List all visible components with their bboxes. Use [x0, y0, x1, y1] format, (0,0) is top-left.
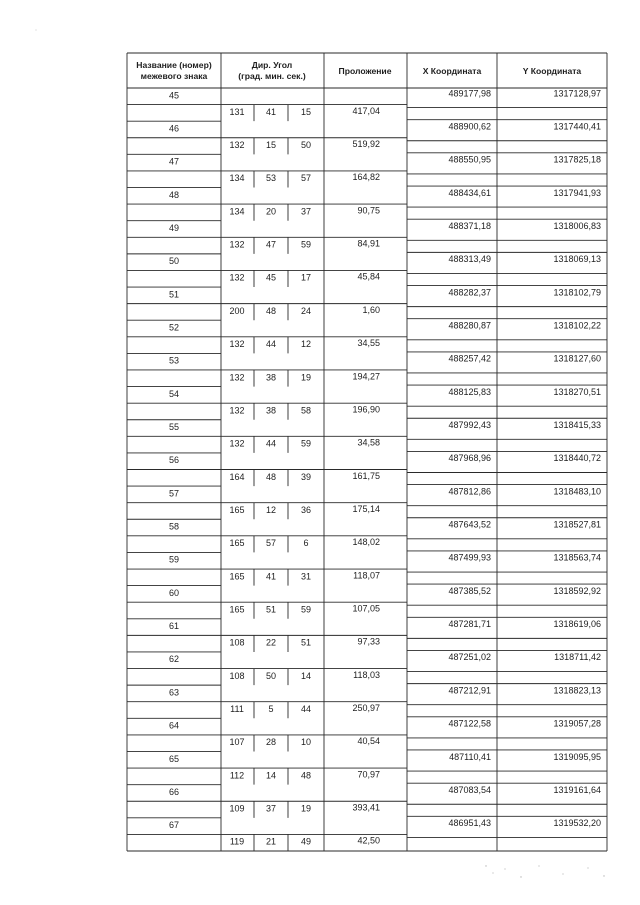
angle-degrees: 108 — [229, 637, 245, 648]
x-coordinate: 487812,86 — [448, 486, 491, 497]
point-name: 61 — [168, 621, 180, 632]
header-x-coordinate: X Координата — [422, 66, 482, 76]
angle-degrees: 165 — [229, 504, 245, 515]
point-name: 64 — [168, 720, 180, 731]
angle-minutes: 37 — [265, 803, 277, 814]
angle-degrees: 108 — [229, 670, 245, 681]
x-coordinate: 488313,49 — [448, 254, 491, 265]
y-coordinate: 1317440,41 — [553, 121, 601, 132]
y-coordinate: 1318006,83 — [553, 220, 601, 231]
angle-minutes: 51 — [265, 604, 277, 615]
point-row — [127, 485, 607, 499]
angle-seconds: 12 — [300, 339, 312, 350]
x-coordinate: 487110,41 — [449, 751, 491, 762]
segment-length: 1,60 — [362, 304, 380, 315]
segment-length: 90,75 — [357, 205, 380, 216]
angle-minutes: 21 — [265, 836, 277, 847]
y-coordinate: 1317128,97 — [553, 88, 601, 99]
angle-degrees: 132 — [229, 405, 245, 416]
point-row — [127, 286, 607, 300]
segment-length: 164,82 — [352, 172, 380, 183]
header-name-line1: Название (номер) — [136, 60, 212, 70]
point-name: 49 — [168, 222, 180, 233]
header-name-line2: межевого знака — [140, 71, 208, 81]
point-name: 54 — [168, 388, 180, 399]
angle-seconds: 10 — [300, 737, 312, 748]
angle-minutes: 48 — [265, 305, 277, 316]
angle-seconds: 37 — [300, 206, 312, 217]
angle-seconds: 15 — [300, 106, 312, 117]
segment-row — [127, 635, 607, 652]
point-name: 46 — [168, 123, 180, 134]
segment-row — [127, 536, 607, 553]
point-name: 60 — [168, 587, 180, 598]
angle-degrees: 200 — [229, 305, 245, 316]
x-coordinate: 487643,52 — [448, 519, 491, 530]
y-coordinate: 1318270,51 — [553, 386, 601, 397]
angle-minutes: 22 — [265, 637, 277, 648]
x-coordinate: 487968,96 — [448, 453, 491, 464]
y-coordinate: 1318592,92 — [553, 585, 601, 596]
segment-length: 250,97 — [352, 703, 380, 714]
y-coordinate: 1318127,60 — [553, 353, 601, 364]
segment-row — [127, 304, 607, 321]
point-row — [127, 783, 607, 797]
segment-row — [127, 337, 607, 354]
y-coordinate: 1318440,72 — [553, 453, 601, 464]
segment-row — [127, 370, 607, 387]
segment-length: 118,03 — [353, 669, 380, 680]
angle-degrees: 132 — [229, 272, 245, 283]
angle-degrees: 107 — [229, 737, 245, 748]
point-name: 57 — [168, 488, 180, 499]
angle-degrees: 109 — [229, 803, 245, 814]
angle-minutes: 48 — [265, 471, 277, 482]
angle-degrees: 134 — [229, 206, 245, 217]
angle-minutes: 45 — [265, 272, 277, 283]
angle-degrees: 165 — [229, 571, 245, 582]
angle-degrees: 132 — [229, 339, 245, 350]
segment-length: 45,84 — [357, 271, 380, 282]
point-name: 67 — [168, 820, 180, 831]
angle-degrees: 132 — [229, 140, 245, 151]
angle-minutes: 28 — [265, 737, 277, 748]
segment-length: 519,92 — [352, 139, 380, 150]
angle-seconds: 19 — [300, 803, 312, 814]
segment-row — [127, 569, 607, 586]
segment-length: 161,75 — [352, 470, 380, 481]
x-coordinate: 488282,37 — [448, 287, 491, 298]
point-name: 59 — [168, 554, 180, 565]
point-row — [127, 518, 607, 532]
angle-minutes: 38 — [265, 372, 277, 383]
x-coordinate: 488280,87 — [448, 320, 491, 331]
segment-length: 107,05 — [352, 603, 380, 614]
angle-degrees: 165 — [229, 604, 245, 615]
angle-minutes: 57 — [265, 538, 277, 549]
angle-minutes: 12 — [265, 504, 277, 515]
y-coordinate: 1318527,81 — [553, 519, 601, 530]
segment-length: 70,97 — [357, 769, 380, 780]
point-row — [127, 617, 607, 631]
x-coordinate: 488125,83 — [448, 386, 491, 397]
angle-minutes: 5 — [268, 704, 274, 715]
point-row — [127, 584, 607, 598]
angle-seconds: 19 — [300, 372, 312, 383]
point-name: 47 — [168, 156, 180, 167]
angle-seconds: 6 — [303, 538, 309, 549]
y-coordinate: 1319532,20 — [553, 818, 601, 829]
point-row — [127, 551, 607, 565]
angle-seconds: 50 — [300, 140, 312, 151]
header-length: Проложение — [338, 66, 392, 76]
segment-row — [127, 138, 607, 155]
angle-minutes: 47 — [265, 239, 277, 250]
segment-length: 393,41 — [352, 802, 380, 813]
angle-minutes: 15 — [265, 140, 277, 151]
y-coordinate: 1318483,10 — [553, 486, 601, 497]
angle-seconds: 14 — [300, 670, 312, 681]
y-coordinate: 1318619,06 — [553, 619, 601, 630]
segment-row — [127, 801, 607, 818]
y-coordinate: 1319057,28 — [553, 718, 601, 729]
header-y-coordinate: Y Координата — [522, 66, 582, 76]
point-name: 65 — [168, 753, 180, 764]
x-coordinate: 487251,02 — [448, 652, 491, 663]
point-row — [127, 153, 607, 167]
angle-minutes: 41 — [265, 571, 277, 582]
segment-row — [127, 503, 607, 520]
segment-length: 194,27 — [352, 371, 380, 382]
segment-length: 196,90 — [352, 404, 380, 415]
x-coordinate: 487212,91 — [448, 685, 491, 696]
angle-seconds: 58 — [300, 405, 312, 416]
point-row — [127, 451, 607, 465]
point-row — [127, 385, 607, 399]
angle-seconds: 44 — [300, 704, 312, 715]
segment-length: 417,04 — [352, 105, 380, 116]
y-coordinate: 1318069,13 — [553, 254, 601, 265]
angle-seconds: 36 — [300, 504, 312, 515]
point-name: 56 — [168, 455, 180, 466]
x-coordinate: 487122,58 — [448, 718, 491, 729]
table-header — [136, 60, 581, 81]
angle-minutes: 38 — [265, 405, 277, 416]
x-coordinate: 488900,62 — [448, 121, 491, 132]
segment-row — [127, 403, 607, 420]
point-row — [127, 120, 607, 134]
x-coordinate: 487992,43 — [448, 420, 491, 431]
table-body — [127, 88, 607, 851]
angle-degrees: 131 — [229, 106, 245, 117]
segment-row — [127, 470, 607, 487]
y-coordinate: 1317825,18 — [553, 154, 601, 165]
x-coordinate: 487281,71 — [448, 619, 491, 630]
segment-length: 34,58 — [357, 437, 380, 448]
segment-length: 175,14 — [352, 503, 380, 514]
y-coordinate: 1319161,64 — [553, 784, 601, 795]
point-row — [127, 319, 607, 333]
header-angle-line1: Дир. Угол — [251, 60, 293, 70]
y-coordinate: 1318102,22 — [553, 320, 601, 331]
x-coordinate: 487083,54 — [448, 784, 491, 795]
angle-degrees: 132 — [229, 239, 245, 250]
point-row — [127, 219, 607, 233]
x-coordinate: 489177,98 — [448, 88, 491, 99]
angle-minutes: 44 — [265, 339, 277, 350]
segment-length: 34,55 — [357, 338, 380, 349]
x-coordinate: 488550,95 — [448, 154, 491, 165]
x-coordinate: 487385,52 — [448, 585, 491, 596]
angle-degrees: 134 — [229, 173, 245, 184]
angle-degrees: 112 — [229, 770, 245, 781]
y-coordinate: 1318102,79 — [553, 287, 601, 298]
angle-seconds: 39 — [300, 471, 312, 482]
point-row — [127, 684, 607, 698]
point-name: 52 — [168, 322, 180, 333]
point-row — [127, 352, 607, 366]
point-row — [127, 816, 607, 830]
y-coordinate: 1318563,74 — [553, 552, 601, 563]
angle-seconds: 51 — [300, 637, 312, 648]
segment-row — [127, 105, 607, 122]
x-coordinate: 488257,42 — [448, 353, 491, 364]
angle-minutes: 14 — [265, 770, 277, 781]
angle-minutes: 20 — [265, 206, 277, 217]
segment-row — [127, 735, 607, 752]
point-name: 58 — [168, 521, 180, 532]
angle-seconds: 57 — [300, 173, 312, 184]
angle-seconds: 59 — [300, 438, 312, 449]
point-row — [127, 750, 607, 764]
y-coordinate: 1317941,93 — [553, 187, 601, 198]
angle-degrees: 119 — [229, 836, 245, 847]
point-name: 48 — [168, 189, 180, 200]
point-name: 62 — [168, 654, 180, 665]
point-name: 55 — [168, 422, 180, 433]
angle-degrees: 111 — [230, 704, 244, 715]
angle-degrees: 132 — [229, 438, 245, 449]
point-row — [127, 252, 607, 266]
segment-length: 118,07 — [353, 570, 380, 581]
x-coordinate: 488434,61 — [448, 187, 491, 198]
angle-seconds: 17 — [300, 272, 312, 283]
x-coordinate: 488371,18 — [448, 220, 491, 231]
angle-minutes: 53 — [265, 173, 277, 184]
point-name: 53 — [168, 355, 180, 366]
y-coordinate: 1318823,13 — [553, 685, 601, 696]
angle-degrees: 165 — [229, 538, 245, 549]
angle-seconds: 49 — [300, 836, 312, 847]
point-name: 51 — [168, 289, 180, 300]
point-row — [127, 650, 607, 664]
header-angle-line2: (град. мин. сек.) — [238, 71, 306, 81]
point-name: 50 — [168, 256, 180, 267]
point-name: 66 — [168, 786, 180, 797]
angle-seconds: 59 — [300, 604, 312, 615]
y-coordinate: 1318711,42 — [554, 652, 601, 663]
point-name: 63 — [168, 687, 180, 698]
segment-row — [127, 171, 607, 188]
segment-row — [127, 237, 607, 254]
angle-degrees: 164 — [229, 471, 245, 482]
segment-row — [127, 270, 607, 287]
y-coordinate: 1319095,95 — [553, 751, 601, 762]
scan-specks — [36, 30, 605, 878]
segment-row — [127, 768, 607, 785]
point-row — [127, 186, 607, 200]
point-row — [127, 717, 607, 731]
angle-seconds: 31 — [300, 571, 312, 582]
angle-minutes: 44 — [265, 438, 277, 449]
x-coordinate: 487499,93 — [448, 552, 491, 563]
x-coordinate: 486951,43 — [448, 818, 491, 829]
segment-row — [127, 702, 607, 719]
point-row — [169, 88, 601, 100]
segment-row — [127, 204, 607, 221]
angle-degrees: 132 — [229, 372, 245, 383]
point-name: 45 — [168, 90, 180, 101]
segment-length: 97,33 — [357, 636, 380, 647]
angle-minutes: 50 — [265, 670, 277, 681]
segment-length: 148,02 — [352, 537, 380, 548]
segment-row — [127, 669, 607, 686]
angle-seconds: 59 — [300, 239, 312, 250]
segment-length: 42,50 — [357, 835, 380, 846]
segment-row — [127, 602, 607, 619]
segment-row — [127, 834, 607, 851]
point-row — [127, 418, 607, 432]
angle-minutes: 41 — [265, 106, 277, 117]
angle-seconds: 24 — [300, 305, 312, 316]
y-coordinate: 1318415,33 — [553, 420, 601, 431]
segment-length: 84,91 — [357, 238, 380, 249]
segment-length: 40,54 — [357, 736, 380, 747]
angle-seconds: 48 — [300, 770, 312, 781]
segment-row — [127, 436, 607, 453]
